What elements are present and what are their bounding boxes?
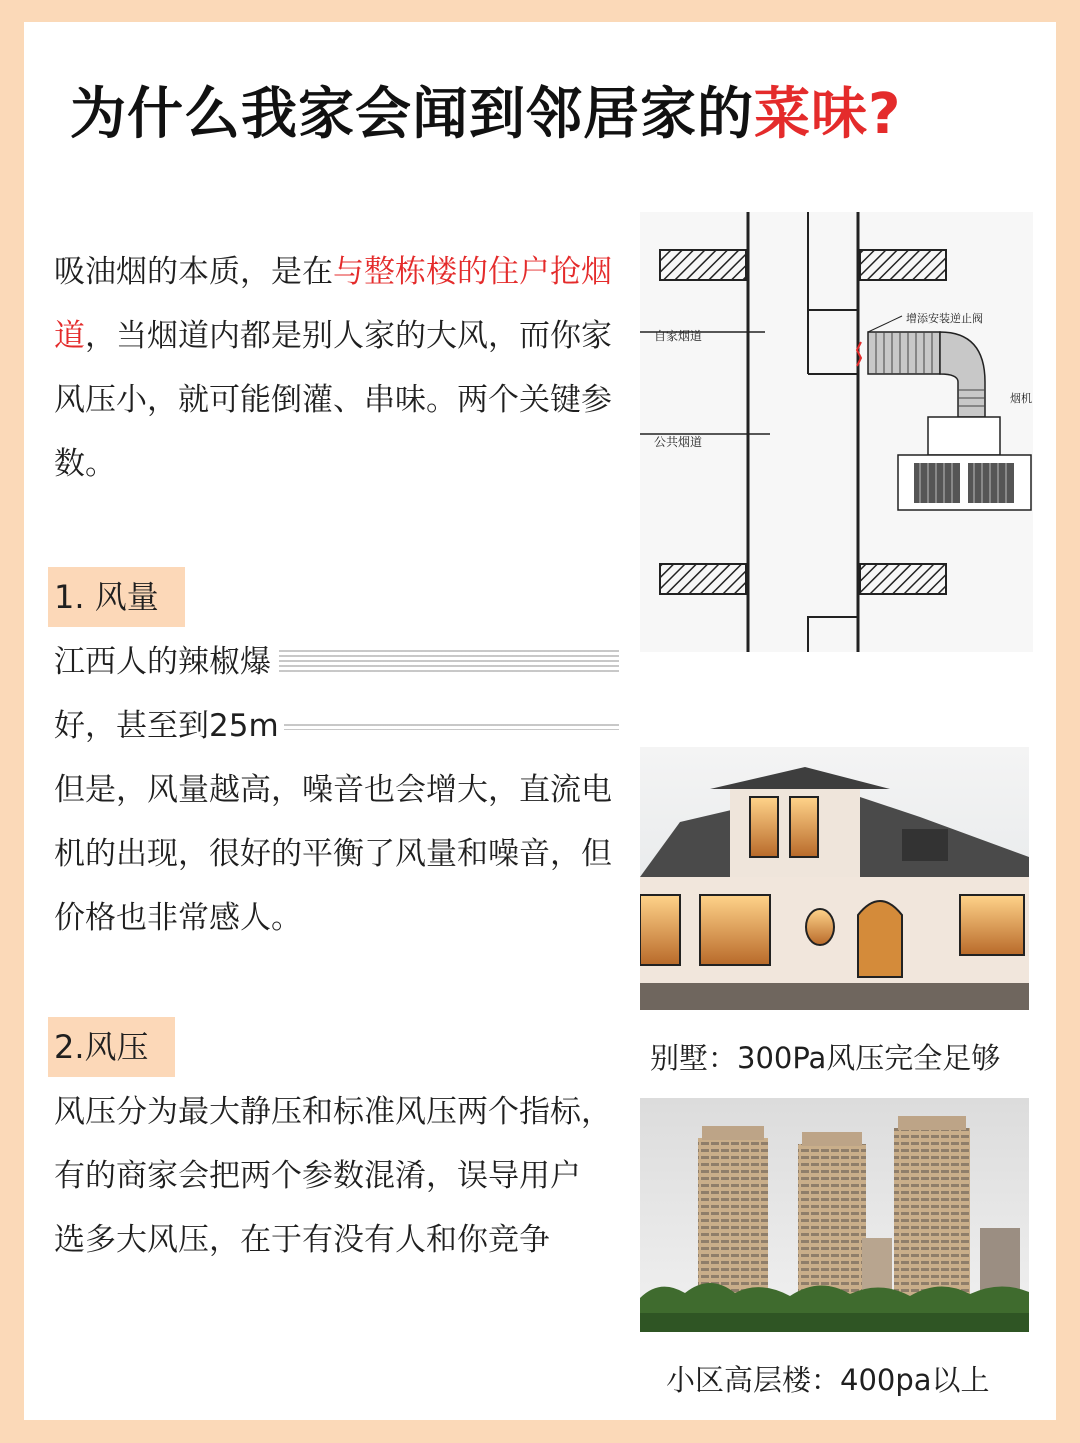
flue-diagram <box>640 212 1033 652</box>
label-check-valve: 增添安装逆止阀 <box>906 312 983 325</box>
faded-text-line-2 <box>54 694 619 758</box>
villa-photo <box>640 747 1029 1010</box>
intro-text-1: 吸油烟的本质，是在 <box>54 254 333 290</box>
section-airflow <box>54 566 619 950</box>
section-airflow-paragraph: 但是，风量越高，噪音也会增大，直流电机的出现，很好的平衡了风量和噪音，但价格也非常感人。 <box>54 772 612 936</box>
highrise-photo <box>640 1098 1029 1332</box>
intro-highlight: 与整栋楼的住户抢烟道 <box>54 254 612 354</box>
title-main: 为什么我家会闻到邻居家的 <box>70 82 754 147</box>
section-pressure-paragraph: 风压分为最大静压和标准风压两个指标，有的商家会把两个参数混淆，误导用户 <box>54 1094 612 1194</box>
section-airflow-line1: 江西人的辣椒爆 <box>54 644 271 680</box>
section-airflow-line2: 好，甚至到25m <box>54 708 279 744</box>
section-pressure <box>54 1016 619 1272</box>
intro-text-2: ，当烟道内都是别人家的大风，而你家风压小，就可能倒灌、串味。两个关键参数。 <box>54 318 612 482</box>
title-highlight: 菜味? <box>754 82 902 147</box>
section-airflow-heading: 1. 风量 <box>48 567 185 627</box>
label-public-flue: 公共烟道 <box>654 435 703 449</box>
intro-paragraph <box>54 240 619 496</box>
page-title <box>70 70 901 150</box>
label-hood: 烟机 <box>1010 392 1032 405</box>
section-pressure-heading: 2.风压 <box>48 1017 175 1077</box>
label-own-flue: 自家烟道 <box>654 329 703 343</box>
caption-villa: 别墅：300Pa风压完全足够 <box>650 1041 1001 1075</box>
article-body <box>54 240 619 1272</box>
content-card <box>24 22 1056 1420</box>
section-pressure-last-line: 选多大风压，在于有没有人和你竞争 <box>54 1222 550 1258</box>
faded-text-line-1 <box>54 630 619 694</box>
caption-highrise: 小区高层楼：400pa以上 <box>666 1363 990 1397</box>
